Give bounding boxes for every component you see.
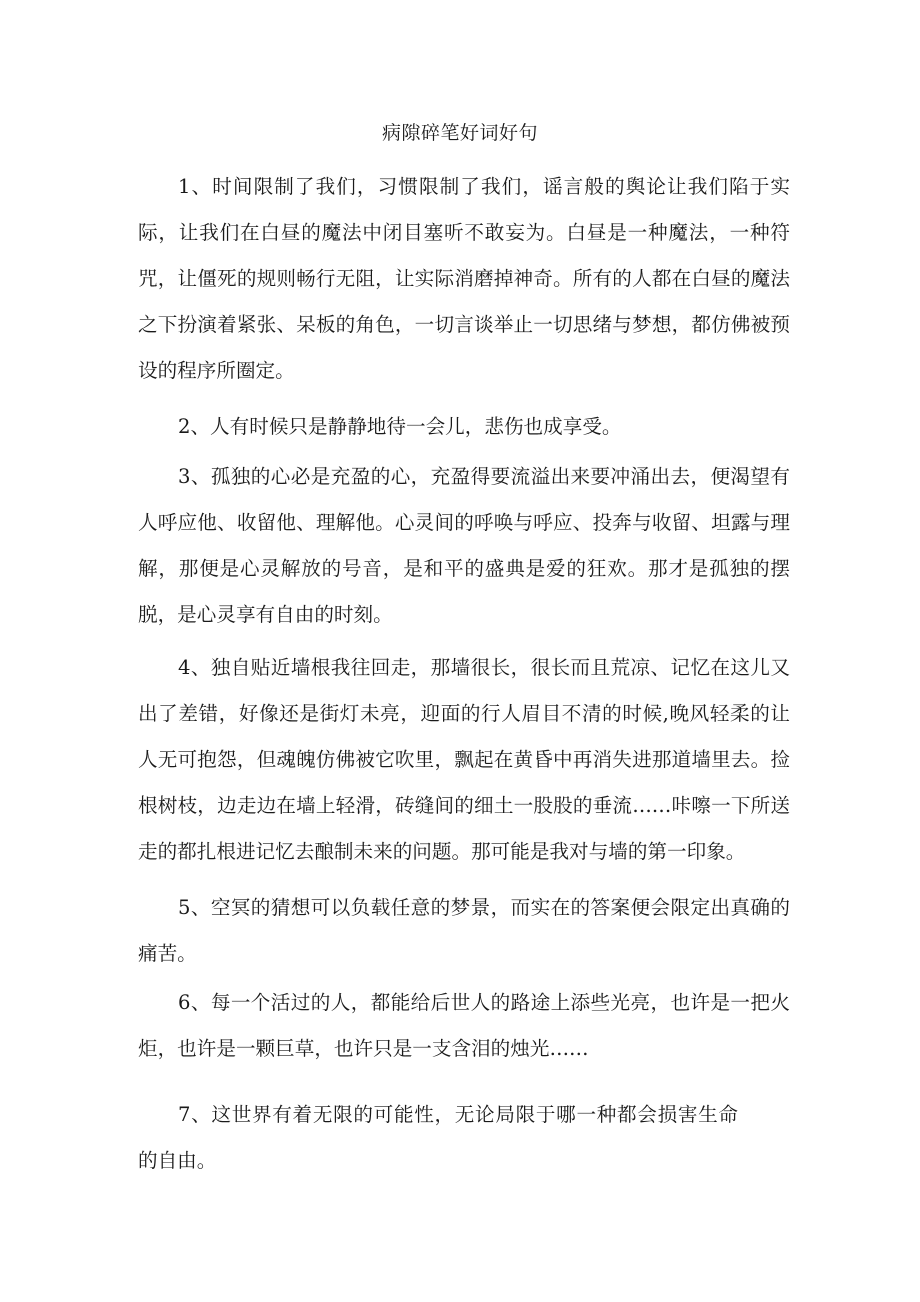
- paragraph-6: 6、每一个活过的人，都能给后世人的路途上添些光亮，也许是一把火炬，也许是一颗巨草，也许只是一支含泪的烛光……: [138, 991, 790, 1060]
- paragraph-1: 1、时间限制了我们，习惯限制了我们，谣言般的舆论让我们陷于实际，让我们在白昼的魔法中闭目塞听不敢妄为。白昼是一种魔法，一种符咒，让僵死的规则畅行无阻，让实际消磨掉神奇。所有的人都在白昼的魔法之下扮演着紧张、呆板的角色，一切言谈举止一切思绪与梦想，都仿佛被预设的程序所圈定。: [138, 175, 790, 382]
- paragraph-7: 7、这世界有着无限的可能性，无论局限于哪一种都会损害生命的自由。: [138, 1103, 738, 1172]
- document-title: 病隙碎笔好词好句: [381, 122, 538, 144]
- paragraph-2: 2、人有时候只是静静地待一会儿，悲伤也成享受。: [178, 415, 622, 438]
- paragraph-3: 3、孤独的心必是充盈的心，充盈得要流溢出来要冲涌出去，便渴望有人呼应他、收留他、理解他。心灵间的呼唤与呼应、投奔与收留、坦露与理解，那便是心灵解放的号音，是和平的盛典是爱的狂欢。那才是孤独的摆脱，是心灵享有自由的时刻。: [138, 465, 790, 626]
- paragraph-5: 5、空冥的猜想可以负载任意的梦景，而实在的答案便会限定出真确的痛苦。: [138, 896, 790, 965]
- paragraph-4: 4、独自贴近墙根我往回走，那墙很长，很长而且荒凉、记忆在这儿又出了差错，好像还是街灯未亮，迎面的行人眉目不清的时候,晚风轻柔的让人无可抱怨，但魂魄仿佛被它吹里，飘起在黄昏中再消失进那道墙里去。捡根树枝，边走边在墙上轻滑，砖缝间的细土一股股的垂流……咔嚓一下所送走的都扎根进记忆去酿制未来的问题。那可能是我对与墙的第一印象。: [138, 656, 790, 863]
